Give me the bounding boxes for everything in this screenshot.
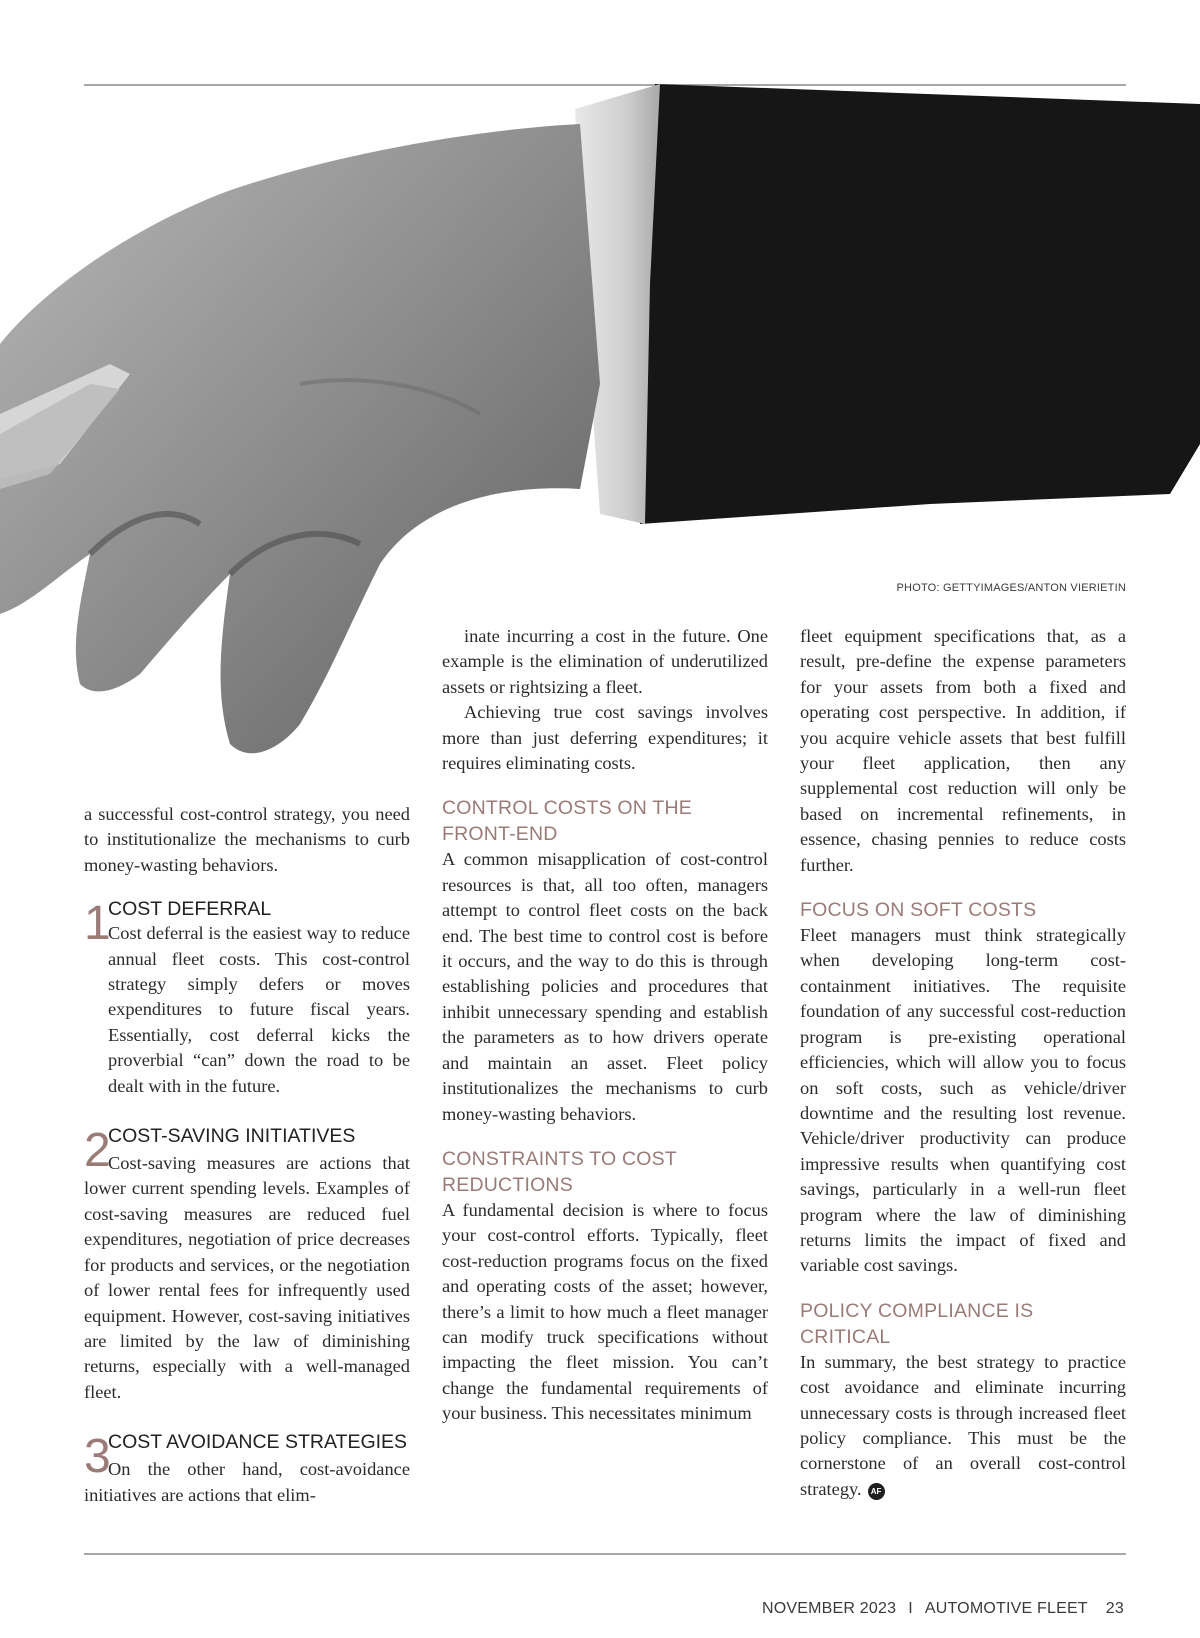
- issue-date: NOVEMBER 2023: [761, 1600, 897, 1617]
- item-number: 2: [84, 1124, 111, 1178]
- paragraph: A fundamental decision is where to focus your cost-control efforts. Typically, fleet cost-reduction programs focus on the fixed and operating costs of the asset; however, there’s a limit to how much a fleet manager can modify truck specifications without impacting the fleet mission. You can’t change the fundamental requirements of your business. This necessitates minimum: [442, 1199, 768, 1424]
- item-title: COST AVOIDANCE STRATEGIES: [108, 1431, 408, 1454]
- paragraph: A common misapplication of cost-control resources is that, all too often, managers attempt to control fleet costs on the back end. The best time to control cost is before it occurs, and the way to do this is through establishing policies and procedures that inhibit unnecessary spending and establish the parameters as to how drivers operate and maintain an asset. Fleet policy institutionalizes the mechanisms to curb money-wasting behaviors.: [442, 849, 768, 1124]
- column-1: [84, 802, 410, 1508]
- item-title: COST DEFERRAL: [108, 898, 272, 921]
- footer-separator: I: [908, 1600, 913, 1617]
- subheading: FOCUS ON SOFT COSTS: [800, 899, 1037, 922]
- paragraph: inate incurring a cost in the future. One example is the elimination of underutilized assets or rightsizing a fleet.: [442, 626, 768, 697]
- paragraph-text: In summary, the best strategy to practice cost avoidance and eliminate incurring unnecessary costs is through increased fleet policy compliance. This must be the cornerstone of an overall cost-control strategy.: [800, 1351, 1126, 1499]
- item-text: Cost-saving measures are actions that lower current spending levels. Examples of cost-saving measures are reduced fuel expenditures, negotiation of price decreases for products and services, or the negotiation of lower rental fees for infrequently used equipment. However, cost-saving initiatives are limited by the law of diminishing returns, especially with a well-managed fleet.: [84, 1153, 410, 1402]
- publication-name: AUTOMOTIVE FLEET: [924, 1600, 1088, 1617]
- column-2: [442, 624, 768, 1427]
- numbered-item-1: [84, 898, 410, 1099]
- subheading: POLICY COMPLIANCE IS CRITICAL: [800, 1299, 1034, 1348]
- end-mark-icon: AF: [868, 1483, 885, 1500]
- photo-credit: PHOTO: GETTYIMAGES/ANTON VIERIETIN: [896, 582, 1126, 594]
- page-footer: [762, 1600, 1124, 1618]
- column-3: [800, 624, 1126, 1502]
- paragraph: fleet equipment specifications that, as a result, pre-define the expense parameters for your assets from both a fixed and operating cost perspective. In addition, if you acquire vehicle assets that best fulfill your fleet application, then any supplemental cost reduction will only be based on incremental refinements, in essence, chasing pennies to reduce costs further.: [800, 626, 1126, 875]
- item-title: COST-SAVING INITIATIVES: [108, 1125, 356, 1148]
- item-text: Cost deferral is the easiest way to reduce annual fleet costs. This cost-control strategy simply defers or moves expenditures to future fiscal years. Essentially, cost deferral kicks the proverbial “can” down the road to be dealt with in the future.: [108, 923, 410, 1096]
- paragraph-final: [800, 1350, 1126, 1502]
- sleeve: [630, 84, 1200, 524]
- paragraph: Achieving true cost savings involves more than just deferring expenditures; it requires eliminating costs.: [442, 702, 768, 774]
- intro-paragraph: a successful cost-control strategy, you need to institutionalize the mechanisms to curb money-wasting behaviors.: [84, 804, 410, 875]
- bottom-rule: [84, 1553, 1126, 1555]
- item-text: On the other hand, cost-avoidance initiatives are actions that elim-: [84, 1459, 410, 1505]
- paragraph: Fleet managers must think strategically when developing long-term cost-containment initiatives. The requisite foundation of any successful cost-reduction program is pre-existing operational efficiencies, which will allow you to focus on soft costs, such as vehicle/driver downtime and the resulting lost revenue. Vehicle/driver productivity can produce impressive results when quantifying cost savings, particularly in a well-run fleet program where the law of diminishing returns limits the impact of fixed and variable cost savings.: [800, 925, 1126, 1276]
- item-number: 1: [84, 897, 111, 951]
- subheading: CONSTRAINTS TO COST REDUCTIONS: [442, 1147, 677, 1196]
- item-number: 3: [84, 1430, 111, 1484]
- page-number: 23: [1105, 1600, 1124, 1617]
- subheading: CONTROL COSTS ON THE FRONT-END: [442, 797, 692, 846]
